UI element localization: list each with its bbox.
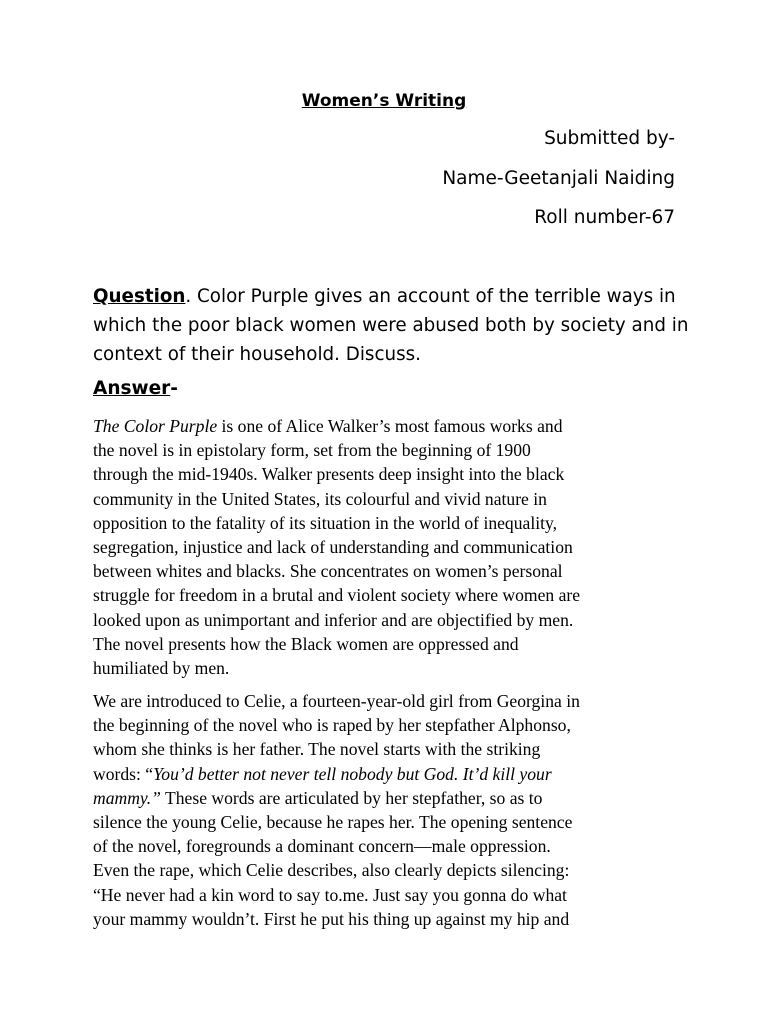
- paragraph-2-line: the beginning of the novel who is raped by her stepfather Alphonso,: [93, 715, 571, 736]
- document-title: Women’s Writing: [301, 91, 467, 111]
- paragraph-1: [93, 414, 693, 680]
- answer-heading: [93, 378, 178, 399]
- paragraph-1-line: between whites and blacks. She concentrates on women’s personal: [93, 561, 563, 582]
- paragraph-1-line: struggle for freedom in a brutal and violent society where women are: [93, 585, 581, 606]
- paragraph-1-line: segregation, injustice and lack of understanding and communication: [93, 537, 573, 558]
- quote-text: mammy.”: [93, 787, 161, 808]
- answer-dash: -: [170, 378, 178, 399]
- paragraph-2-line: mammy.” These words are articulated by her stepfather, so as to: [93, 787, 543, 808]
- roll-number: Roll number-67: [534, 207, 675, 228]
- paragraph-2-line: Even the rape, which Celie describes, also clearly depicts silencing:: [93, 860, 570, 881]
- author-name: Name-Geetanjali Naiding: [442, 168, 675, 189]
- quote-text: You’d better not never tell nobody but God. It’d kill your: [153, 763, 552, 784]
- paragraph-1-line: community in the United States, its colourful and vivid nature in: [93, 488, 547, 509]
- submitted-by: Submitted by-: [544, 128, 675, 149]
- paragraph-1-line: The novel presents how the Black women are oppressed and: [93, 633, 519, 654]
- paragraph-1-line: through the mid-1940s. Walker presents deep insight into the black: [93, 464, 565, 485]
- book-title: The Color Purple: [93, 416, 218, 436]
- paragraph-2-line: We are introduced to Celie, a fourteen-year-old girl from Georgina in: [93, 691, 580, 711]
- answer-label: Answer: [93, 378, 171, 399]
- paragraph-2-line: silence the young Celie, because he rapes her. The opening sentence: [93, 812, 573, 833]
- question-block: [93, 282, 693, 369]
- paragraph-1-line: humiliated by men.: [93, 658, 230, 679]
- paragraph-1-line: The Color Purple is one of Alice Walker’s most famous works and: [93, 416, 563, 436]
- paragraph-1-line: opposition to the fatality of its situation in the world of inequality,: [93, 512, 558, 533]
- paragraph-2-line: your mammy wouldn’t. First he put his thing up against my hip and: [93, 908, 570, 929]
- paragraph-1-line: looked upon as unimportant and inferior and are objectified by men.: [93, 609, 574, 630]
- question-label: Question: [93, 286, 186, 307]
- paragraph-2-line: “He never had a kin word to say to.me. Just say you gonna do what: [93, 884, 567, 905]
- paragraph-2: [93, 689, 693, 931]
- paragraph-2-line: of the novel, foregrounds a dominant concern—male oppression.: [93, 836, 551, 857]
- paragraph-1-line: the novel is in epistolary form, set from the beginning of 1900: [93, 440, 531, 461]
- paragraph-2-line: words: “You’d better not never tell nobody but God. It’d kill your: [93, 763, 552, 784]
- paragraph-2-line: whom she thinks is her father. The novel starts with the striking: [93, 739, 541, 760]
- question-text: . Color Purple gives an account of the terrible ways in which the poor black women were abused both by society and in context of their household. Discuss.: [93, 286, 689, 365]
